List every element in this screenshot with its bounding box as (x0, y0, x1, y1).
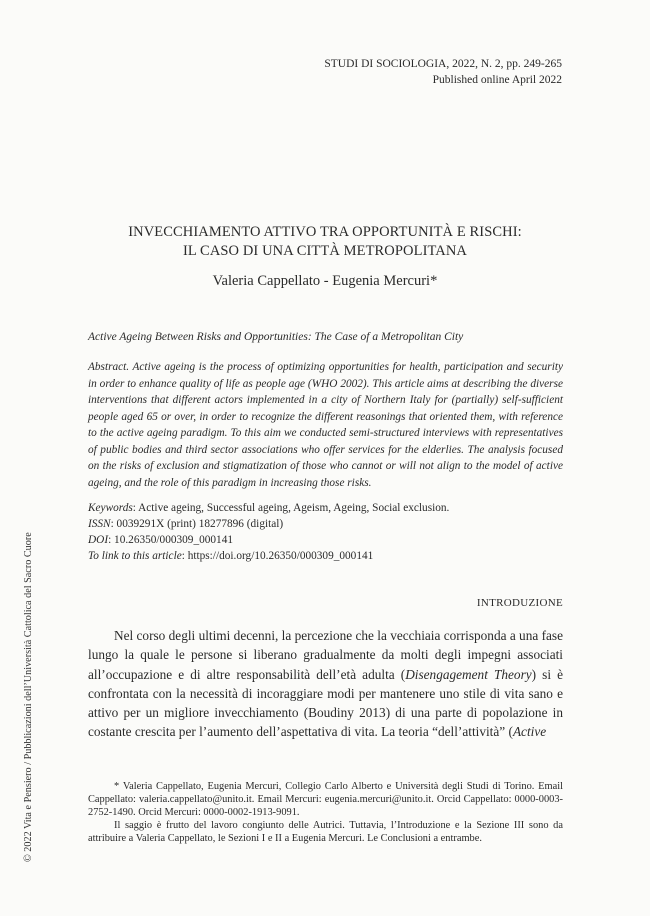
journal-header (324, 56, 562, 88)
copyright-sidebar: © 2022 Vita e Pensiero / Pubblicazioni dell’Università Cattolica del Sacro Cuore (23, 532, 34, 862)
abstract: Abstract. Active ageing is the process of optimizing opportunities for health, participation and security in order to enhance quality of life as people age (WHO 2002). This article aims at describing the diverse interventions that different actors implemented in a city of Northern Italy for (partially) self-sufficient people aged 65 or over, in order to recognize the different reasonings that oriented them, with reference to the active ageing paradigm. To this aim we conducted semi-structured interviews with representatives of public bodies and third sector associations who offer services for the elderlies. The analysis focused on the risks of exclusion and stigmatization of those who cannot or will not align to the model of active ageing, and the role of this paradigm in increasing those risks. (88, 361, 563, 489)
doi-line (88, 532, 449, 548)
body-term: Active (512, 724, 547, 740)
body-text-run: ) si è confrontata con la necessità di incoraggiare modi per mantenere uno stile di vita sano e attivo per un migliore invecchiamento (Boudiny 2013) di una parte di popolazione in costante crescita per l’aumento dell’aspettativa di vita. La teoria “dell’attività” ( (88, 666, 564, 740)
title-line-2: IL CASO DI UNA CITTÀ METROPOLITANA (182, 243, 468, 259)
link-line (88, 548, 449, 564)
body-paragraph (88, 626, 563, 742)
keywords-label: Keywords (88, 502, 133, 514)
keywords-line (88, 500, 449, 516)
body-text (88, 626, 563, 742)
article-metadata (88, 500, 449, 564)
footnote-contribution: Il saggio è frutto del lavoro congiunto delle Autrici. Tuttavia, l’Introduzione e la Sezione III sono da attribuire a Valeria Cappellato, le Sezioni I e II a Eugenia Mercuri. Le Conclusioni a entrambe. (88, 820, 563, 844)
keywords-value: : Active ageing, Successful ageing, Ageism, Ageing, Social exclusion. (132, 502, 450, 514)
journal-citation: STUDI DI SOCIOLOGIA, 2022, N. 2, pp. 249-265 (324, 58, 562, 70)
footnote (88, 780, 563, 845)
article-link[interactable]: : https://doi.org/10.26350/000309_000141 (181, 550, 374, 562)
body-term: Disengagement Theory (405, 666, 532, 682)
issn-line (88, 516, 449, 532)
body-text-run: Nel corso degli ultimi decenni, la percezione che la vecchiaia corrisponda a una fase lungo la quale le persone si liberano gradualmente da molti degli impegni associati all’occupazione e di altre responsabilità dell’età adulta ( (88, 628, 563, 682)
link-label: To link to this article (88, 550, 182, 562)
issn-label: ISSN (88, 518, 111, 530)
publication-date: Published online April 2022 (432, 74, 562, 86)
article-title (0, 223, 650, 261)
issn-value: : 0039291X (print) 18277896 (digital) (110, 518, 284, 530)
title-line-1: INVECCHIAMENTO ATTIVO TRA OPPORTUNITÀ E RISCHI: (128, 224, 522, 240)
english-title: Active Ageing Between Risks and Opportunities: The Case of a Metropolitan City (88, 331, 464, 343)
doi-value: : 10.26350/000309_000141 (108, 534, 233, 546)
doi-label: DOI (88, 534, 109, 546)
authors: Valeria Cappellato - Eugenia Mercuri* (212, 273, 438, 289)
footnote-affiliation: * Valeria Cappellato, Eugenia Mercuri, Collegio Carlo Alberto e Università degli Studi di Torino. Email Cappellato: valeria.cappellato@unito.it. Email Mercuri: eugenia.mercuri@unito.it. Orcid Cappellato: 0000-0003-2752-1490. Orcid Mercuri: 0000-0002-1913-9091. (88, 781, 563, 818)
section-heading: INTRODUZIONE (476, 597, 563, 609)
